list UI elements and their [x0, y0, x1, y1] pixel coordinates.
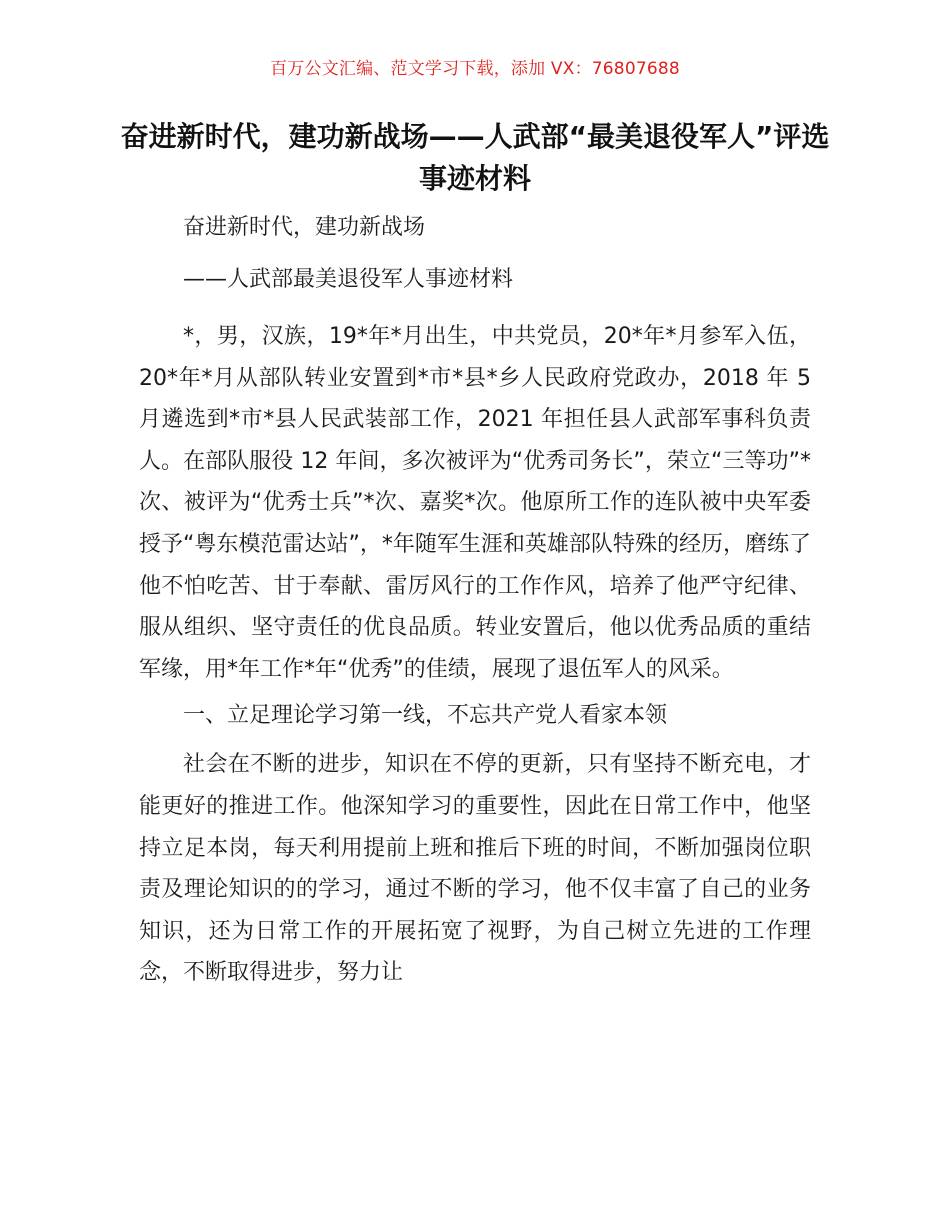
- paragraph-section-1: 社会在不断的进步，知识在不停的更新，只有坚持不断充电，才能更好的推进工作。他深知学习的重要性，因此在日常工作中，他坚持立足本岗，每天利用提前上班和推后下班的时间，不断加强岗位职责及理论知识的的学习，通过不断的学习，他不仅丰富了自己的业务知识，还为日常工作的开展拓宽了视野，为自己树立先进的工作理念，不断取得进步，努力让: [139, 752, 811, 986]
- subtitle-line-2: ——人武部最美退役军人事迹材料: [183, 267, 514, 292]
- paragraph-intro: *，男，汉族，19*年*月出生，中共党员，20*年*月参军入伍，20*年*月从部队转业安置到*市*县*乡人民政府党政办，2018 年 5 月遴选到*市*县人民武装部工作，2021 年担任县人武部军事科负责人。在部队服役 12 年间，多次被评为“优秀司务长”，荣立“三等功”*次、被评为“优秀士兵”*次、嘉奖*次。他原所工作的连队被中央军委授予“粤东模范雷达站”，*年随军生涯和英雄部队特殊的经历，磨练了他不怕吃苦、甘于奉献、雷厉风行的工作作风，培养了他严守纪律、服从组织、坚守责任的优良品质。转业安置后，他以优秀品质的重结军缘，用*年工作*年“优秀”的佳绩，展现了退伍军人的风采。: [139, 324, 811, 682]
- watermark-header: 百万公文汇编、范文学习下载，添加 VX：76807688: [270, 59, 680, 79]
- document-body: [139, 214, 811, 994]
- subtitle-line-1: 奋进新时代，建功新战场: [183, 215, 426, 240]
- document-title: 奋进新时代，建功新战场——人武部“最美退役军人”评选事迹材料: [120, 120, 830, 195]
- section-heading-1: 一、立足理论学习第一线，不忘共产党人看家本领: [183, 703, 668, 729]
